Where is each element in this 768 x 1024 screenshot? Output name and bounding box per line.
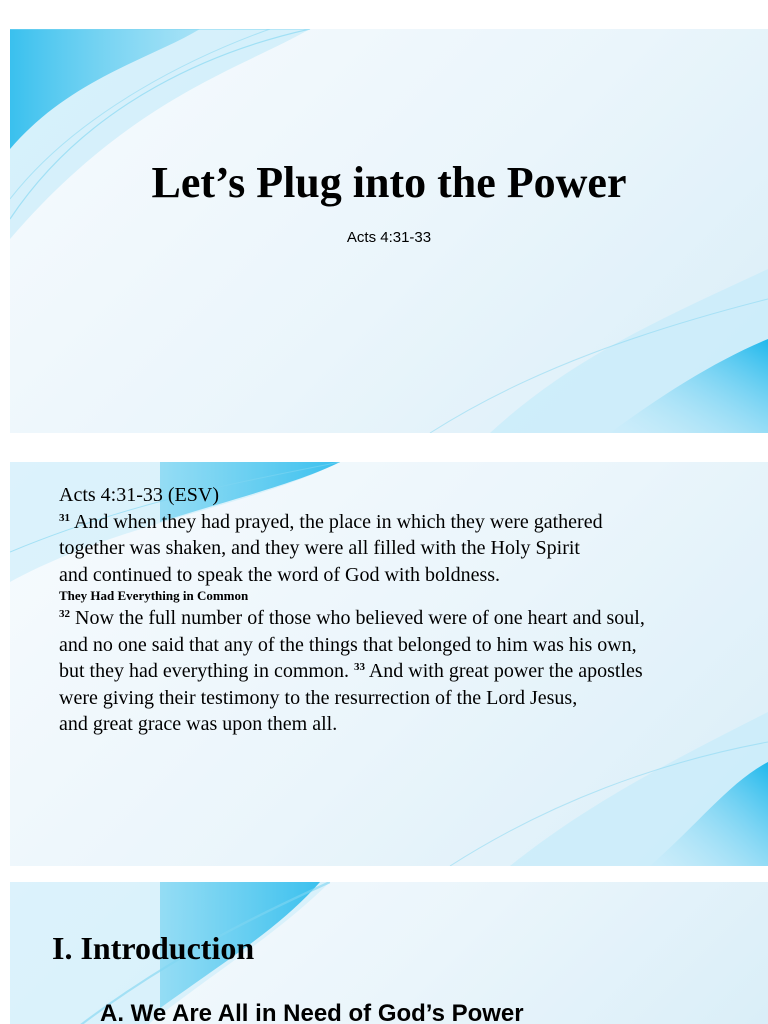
verse-text: but they had everything in common. [59,660,349,682]
verse-31-line-3: and continued to speak the word of God with boldness. [59,563,501,586]
slide-title[interactable] [10,29,768,433]
verse-32-line-1 [59,605,749,632]
verse-number-32: 32 [59,608,70,620]
verse-31-line-1 [59,509,749,536]
verse-32-line-2: and no one said that any of the things that belonged to him was his own, [59,633,637,656]
slide-title-heading: Let’s Plug into the Power [151,158,627,207]
verse-text: Now the full number of those who believed were of one heart and soul, [75,607,645,629]
slide-scripture[interactable] [10,462,768,866]
verse-number-31: 31 [59,511,70,524]
slide-introduction[interactable] [10,882,768,1024]
verse-33-line-3: and great grace was upon them all. [59,713,338,735]
scripture-reference: Acts 4:31-33 (ESV) [59,484,219,506]
verse-text: And when they had prayed, the place in which they were gathered [73,510,603,533]
outline-point: A. We Are All in Need of God’s Power [100,1000,524,1024]
slide-subtitle: Acts 4:31-33 [346,229,432,246]
verse-number-33: 33 [353,661,365,673]
scripture-passage [59,482,749,738]
section-heading: They Had Everything in Common [59,588,249,603]
section-title: I. Introduction [52,930,255,966]
verse-32-33-line [59,658,749,685]
verse-text: And with great power the apostles [368,660,643,682]
verse-31-line-2: together was shaken, and they were all filled with the Holy Spirit [59,537,580,559]
verse-33-line-2: were giving their testimony to the resurrection of the Lord Jesus, [59,686,578,709]
